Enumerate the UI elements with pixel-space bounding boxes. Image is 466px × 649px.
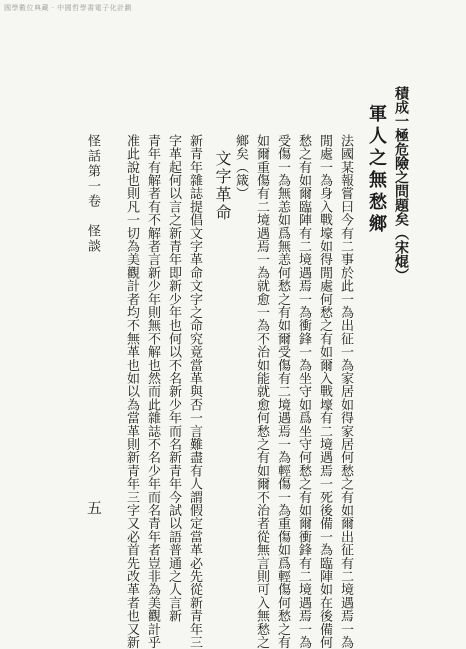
section-body-column: 如爾重傷有二境遇焉一為就愈一為不治如能就愈何愁之有如爾不治者從無言則可入無愁之	[254, 134, 269, 649]
article-title: 積成一極危險之問題矣（宋焜）	[393, 86, 409, 282]
section-body-column: 受傷一為無恙如爲無恙何愁之有如爾受傷有二境遇焉一為輕傷一為重傷如爲輕傷何愁之有	[275, 134, 290, 649]
watermark: 國學數位典藏 · 中國哲學書電子化計劃	[4, 4, 133, 12]
subsection-body-column: 新青年雜誌提倡文字革命文字之命究竟當革與否一言難盡有人謂假定當革必先從新青年三	[187, 134, 202, 649]
subsection-title: 文字革命	[213, 150, 232, 222]
subsection-body-column: 字革起何以言之新青年即新少年也何以不名新少年而名新青年今試以語普通之人言新	[166, 134, 181, 623]
section-body-column: 鄉矣（箴）	[233, 134, 248, 200]
section-body-column: 閒處一為身入戰壕如得閒處何愁之有如爾入戰壕有二境遇焉一死後備一為臨陣如在後備何	[317, 134, 332, 649]
subsection-body-column: 准此說也則凡一切為美觀計者均不無革也如以為當革則新青年三字又必首先改革者也又新	[124, 134, 139, 649]
section-title: 軍人之無愁鄉	[366, 104, 387, 236]
running-footer: 怪話第一卷 怪談	[85, 134, 100, 254]
page-number: 五	[85, 500, 103, 515]
section-body-column: 法國某報嘗曰今有二事於此一為出征一為家居如得家居何愁之有如爾出征有二境遇焉一為	[338, 134, 353, 649]
section-body-column: 愁之有如爾臨陣有二境遇焉一為衝鋒一為坐守如爲坐守何愁之有如爾衝鋒有二境遇焉一為	[296, 134, 311, 649]
subsection-body-column: 青年有解者有不解者言新少年則無不解也然而此雜誌不名少年而名青年者豈非為美觀計乎	[145, 134, 160, 649]
